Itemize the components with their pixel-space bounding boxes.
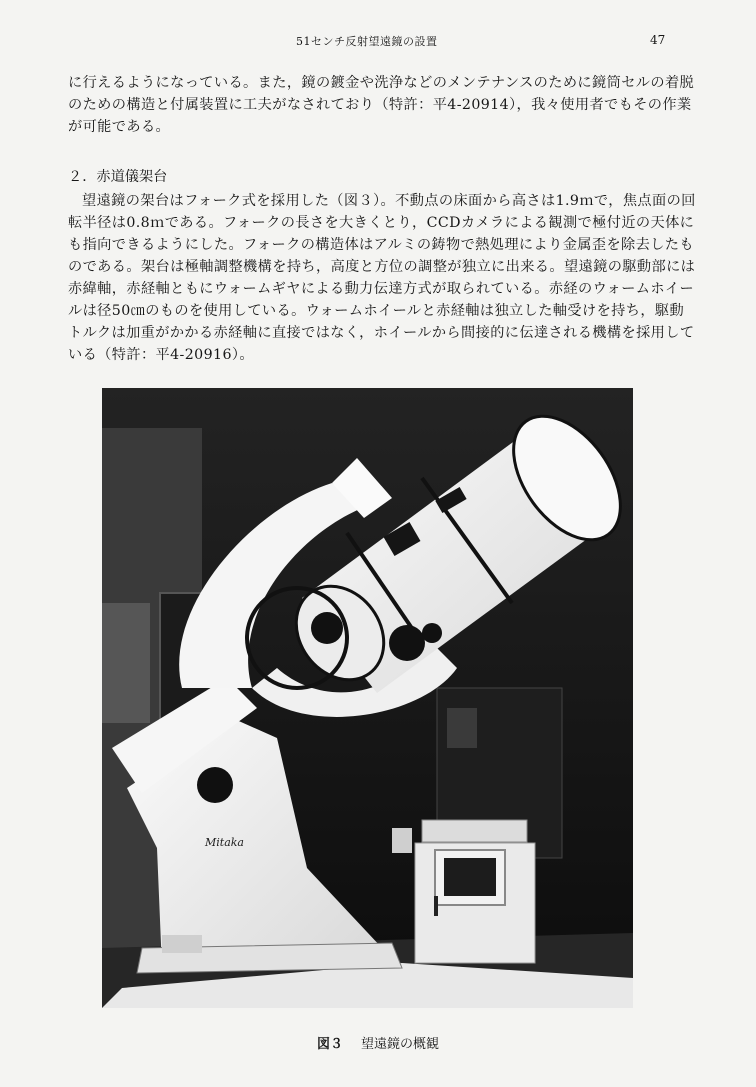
figure-caption bbox=[0, 1033, 756, 1052]
wall-panel bbox=[102, 603, 150, 723]
running-header bbox=[0, 33, 756, 49]
rack-panel bbox=[447, 708, 477, 748]
monitor-screen bbox=[444, 858, 496, 896]
section-heading: ２．赤道儀架台 bbox=[68, 169, 168, 185]
paragraph-2: 望遠鏡の架台はフォーク式を採用した（図３）。不動点の床面から高さは1.9ｍで，焦点面の回転半径は0.8ｍである。フォークの長さを大きくとり，CCDカメラによる観測で極付近の天体にも指向できるようにした。フォークの構造体はアルミの鋳物で熱処理により金属歪を除去したものである。架台は極軸調整機構を持ち，高度と方位の調整が独立に出来る。望遠鏡の駆動部には赤緯軸，赤経軸ともにウォームギヤによる動力伝達方式が取られている。赤経のウォームホイールは径50㎝のものを使用している。ウォームホイールと赤経軸は独立した軸受けを持ち，駆動トルクは加重がかかる赤経軸に直接ではなく，ホイールから間接的に伝達される機構を採用している（特許：平4-20916）。 bbox=[68, 193, 696, 363]
telescope-illustration bbox=[102, 388, 633, 1008]
stool bbox=[392, 828, 412, 853]
paragraph-1: に行えるようになっている。また，鏡の鍍金や洗浄などのメンテナンスのために鏡筒セルの着脱のための構造と付属装置に工夫がなされており（特許：平4-20914），我々使用者でもその作業が可能である。 bbox=[68, 75, 695, 135]
running-title: 51センチ反射望遠鏡の設置 bbox=[296, 35, 438, 48]
axis-knob bbox=[197, 767, 233, 803]
page-number: 47 bbox=[650, 33, 666, 47]
eyepiece-cluster bbox=[311, 612, 343, 644]
desk-lock bbox=[434, 896, 438, 916]
keyboard bbox=[422, 820, 527, 842]
figure-label: 図３ bbox=[316, 1037, 343, 1052]
mount-logo: Mitaka bbox=[205, 836, 244, 849]
telescope-photo bbox=[102, 388, 633, 1008]
foot-bolt-block bbox=[162, 935, 202, 953]
figure-caption-text: 望遠鏡の概観 bbox=[361, 1037, 440, 1052]
focuser bbox=[389, 625, 425, 661]
focuser-knob bbox=[422, 623, 442, 643]
